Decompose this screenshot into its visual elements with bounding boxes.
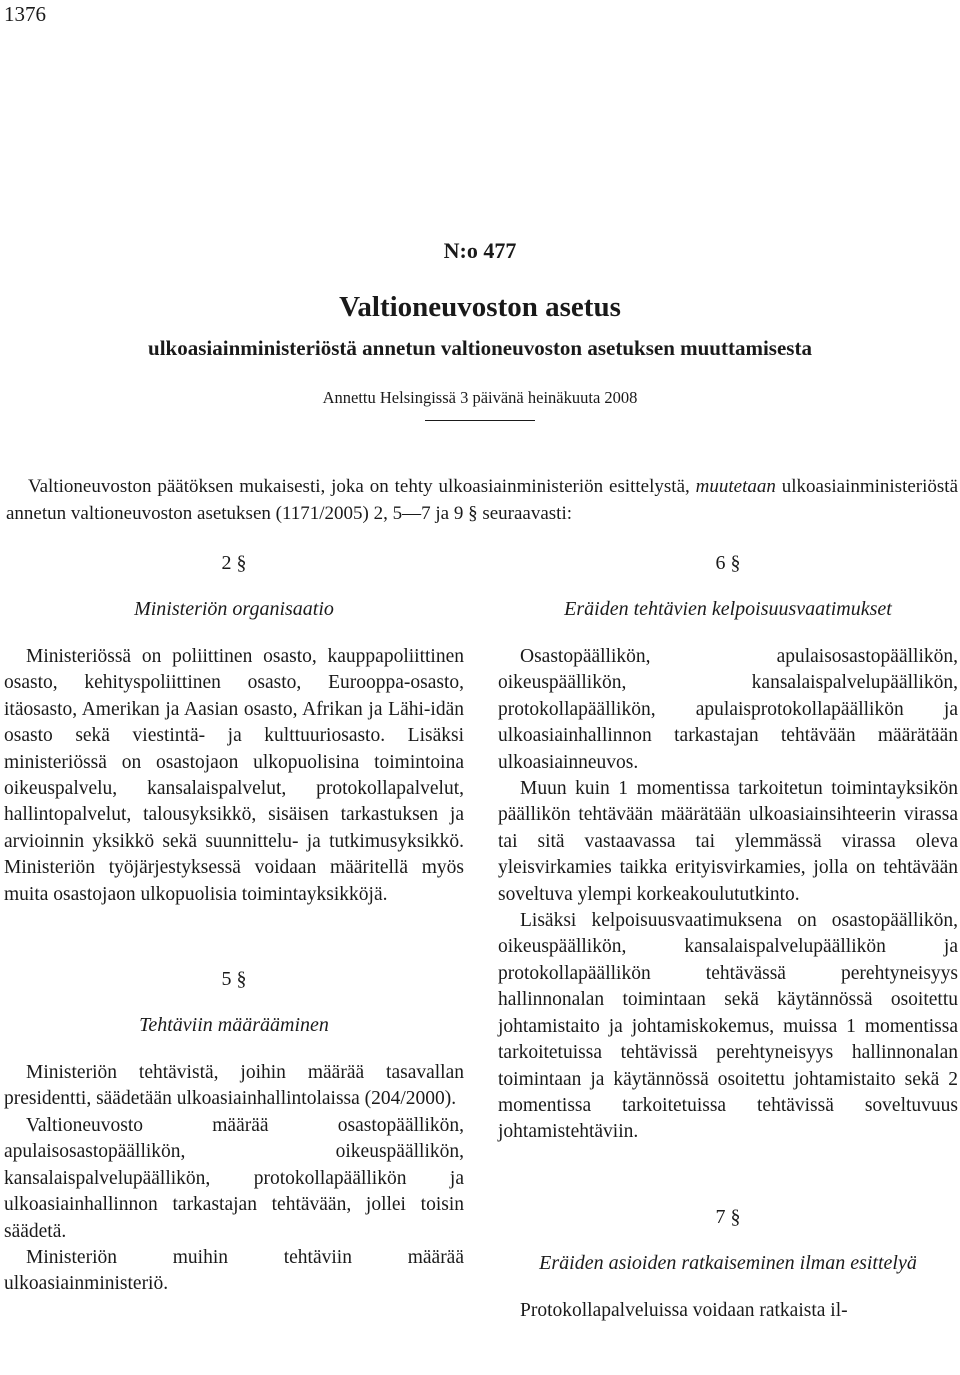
preamble-italic: muutetaan [695,476,776,497]
statute-subtitle: ulkoasiainministeriöstä annetun valtioneuvoston asetuksen muuttamisesta [148,336,812,360]
preamble [6,473,958,527]
section-2 [4,550,464,908]
section-number: 6 § [715,552,741,574]
section-paragraph: Osastopäällikön, apulaisosastopäällikön, oikeuspäällikön, kansalaispalvelupäällikön, protokollapäällikön, apulaisprotokollapäällikön ja ulkoasiainhallinnon tarkastajan tehtävään määrätään ulkoasiainneuvos. [498,646,958,773]
section-paragraph: Ministeriössä on poliittinen osasto, kauppapoliittinen osasto, kehityspoliittinen osasto, Eurooppa-osasto, itäosasto, Amerikan ja Aasian osasto, Afrikan ja Lähi-idän osasto sekä viestintä- ja kulttuuriosasto. Lisäksi ministeriössä on osastojaon ulkopuolisina toimintoina oikeuspalvelu, kansalaispalvelut, protokollapalvelut, hallintopalvelut, talousyksikkö, sisäisen tarkastuksen ja arvioinnin yksikkö sekä suunnittelu- ja tutkimusyksikkö. Ministeriön työjärjestyksessä voidaan määritellä myös muita osastojaon ulkopuolisia toimintayksikköjä. [4,646,464,905]
section-paragraph: Muun kuin 1 momentissa tarkoitetun toimintayksikön päällikön tehtävään määrätään ulkoasiainsihteerin virassa tai sitä vastaavassa tai ylemmässä virassa oleva yleisvirkamies taikka erityisvirkamies, jolla on tehtävään soveltuva ylempi korkeakoulututkinto. [498,778,958,905]
preamble-text-1: Valtioneuvoston päätöksen mukaisesti, joka on tehty ulkoasiainministeriön esittelystä, [28,476,690,497]
section-number: 7 § [715,1205,741,1228]
given-date: Annettu Helsingissä 3 päivänä heinäkuuta 2008 [322,388,638,407]
section-paragraph: Ministeriön muihin tehtäviin määrää ulkoasiainministeriö. [4,1246,464,1295]
section-number: 5 § [221,968,247,991]
section-heading: Eräiden asioiden ratkaiseminen ilman esittelyä [539,1251,917,1274]
preamble-text-2: ulkoasiainministeriöstä annetun valtioneuvoston asetuksen (1171/2005) 2, 5—7 ja 9 § seuraavasti: [6,476,959,524]
section-paragraph: Valtioneuvosto määrää osastopäällikön, apulaisosastopäällikön, oikeuspäällikön, kansalaispalvelupäällikön, protokollapäällikön ja ulkoasiainhallinnon tarkastajan tehtävään, jollei toisin säädetä. [4,1114,464,1242]
section-5 [4,966,464,1298]
section-heading: Ministeriön organisaatio [134,598,334,620]
document-header [0,238,960,421]
statute-title: Valtioneuvoston asetus [339,291,621,323]
section-heading: Tehtäviin määrääminen [139,1014,329,1037]
section-7 [498,1204,958,1324]
page-number: 1376 [4,2,46,26]
section-6 [498,550,958,1146]
section-number: 2 § [221,552,247,574]
section-paragraph: Protokollapalveluissa voidaan ratkaista il- [520,1299,848,1321]
section-heading: Eräiden tehtävien kelpoisuusvaatimukset [564,598,892,620]
header-divider [425,420,535,421]
section-paragraph: Lisäksi kelpoisuusvaatimuksena on osastopäällikön, oikeuspäällikön, kansalaispalvelupäällikön ja protokollapäällikön tehtävässä perehtyneisyys hallinnonalan toimintaan sekä käytännössä osoitettu johtamistaito ja johtamiskokemus, muissa 1 momentissa tarkoitetuissa tehtävissä perehtyneisyys hallinnonalan toimintaan ja käytännössä osoitettu johtamistaito sekä 2 momentissa tarkoitetuissa tehtävissä soveltuvuus johtamistehtäviin. [498,910,958,1143]
statute-number: N:o 477 [443,238,517,263]
right-column [498,550,958,1324]
left-column [4,550,464,1298]
section-paragraph: Ministeriön tehtävistä, joihin määrää tasavallan presidentti, säädetään ulkoasiainhallintolaissa (204/2000). [4,1062,464,1110]
